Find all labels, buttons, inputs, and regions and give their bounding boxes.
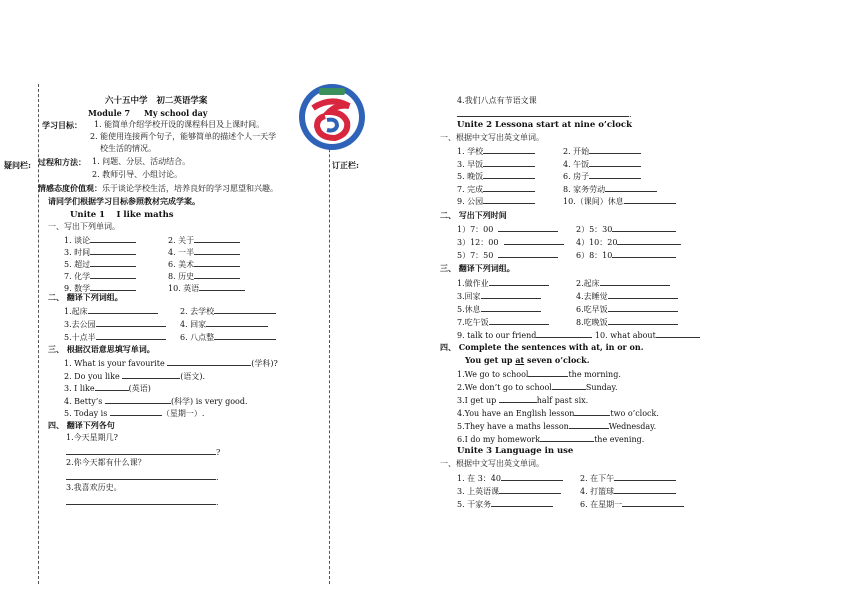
unit2-time-item[interactable]: 3）12：00 — [457, 236, 564, 248]
answer-blank[interactable] — [214, 331, 276, 340]
answer-blank[interactable] — [483, 158, 535, 167]
unit2-complete-item[interactable]: 6.I do my homework the evening. — [457, 435, 645, 444]
unit2-s3-title: 三、 翻译下列词组。 — [440, 263, 515, 273]
answer-blank[interactable] — [589, 170, 641, 179]
answer-blank[interactable] — [194, 246, 240, 255]
answer-blank[interactable] — [624, 195, 676, 204]
unit3-word-item[interactable]: 1. 在 3：40 — [457, 472, 563, 484]
unit2-word-item[interactable]: 8. 家务劳动 — [563, 183, 657, 195]
unit1-word-item[interactable]: 8. 历史 — [168, 270, 240, 282]
unit2-phrase-item[interactable]: 6.吃早饭 — [576, 303, 678, 315]
unit1-phrase-item[interactable]: 5.十点半 — [64, 331, 166, 343]
unit2-complete-item[interactable]: 5.They have a maths lesson Wednesday. — [457, 422, 657, 431]
goal-item-3: 校生活的情况。 — [100, 144, 156, 153]
unit1-s4-title: 四、 翻译下列各句 — [48, 420, 115, 430]
answer-blank[interactable] — [608, 290, 678, 299]
unit1-s1-title: 一、写出下列单词。 — [48, 222, 120, 231]
unit2-s1-title: 一、根据中文写出英文单词。 — [440, 133, 544, 142]
answer-blank[interactable] — [95, 382, 129, 391]
unit1-fill-item[interactable]: 3. I like (英语) — [64, 384, 151, 393]
unit2-phrase-item[interactable]: 7.吃午饭 — [457, 316, 549, 328]
unit2-time-item[interactable]: 6）8：10 — [576, 249, 676, 261]
answer-blank[interactable] — [90, 234, 136, 243]
answer-blank[interactable] — [622, 498, 684, 507]
answer-blank[interactable] — [66, 496, 216, 505]
answer-blank[interactable] — [605, 183, 657, 192]
answer-blank[interactable] — [194, 258, 240, 267]
answer-blank[interactable] — [498, 223, 558, 232]
doc-title: 初二英语学案 — [156, 96, 208, 106]
answer-blank[interactable] — [90, 282, 136, 291]
unit1-title: Unite 1 I like maths — [70, 210, 174, 220]
goal-item-1: 1. 能简单介绍学校开设的课程科目及上课时间。 — [94, 120, 265, 129]
unit1-word-item[interactable]: 6. 美术 — [168, 258, 240, 270]
unit2-phrase-item[interactable]: 2.起床 — [576, 277, 670, 289]
answer-blank[interactable] — [614, 485, 676, 494]
unit2-word-item[interactable]: 2. 开始 — [563, 145, 641, 157]
unit1-word-item[interactable]: 10. 英语 — [168, 282, 245, 294]
answer-blank[interactable] — [214, 305, 276, 314]
unit1-translate-answer[interactable]: . — [66, 471, 219, 483]
q4-answer[interactable]: . — [457, 108, 632, 120]
attitude-label: 情感态度价值观： — [38, 183, 102, 193]
answer-blank[interactable] — [540, 433, 594, 442]
unit1-word-item[interactable]: 5. 超过 — [64, 258, 136, 270]
answer-blank[interactable] — [552, 381, 586, 390]
attitude-text: 乐于谈论学校生活，培养良好的学习愿望和兴趣。 — [102, 184, 278, 193]
unit1-translate-answer[interactable]: ? — [66, 446, 220, 458]
unit2-complete-item[interactable]: 2.We don’t go to school Sunday. — [457, 383, 618, 392]
unit2-complete-item[interactable]: 1.We go to school the morning. — [457, 370, 621, 379]
answer-blank[interactable] — [122, 370, 180, 379]
answer-blank[interactable] — [110, 407, 162, 416]
answer-blank[interactable] — [528, 368, 568, 377]
unit2-word-item[interactable]: 10.（课间）休息 — [563, 195, 676, 207]
answer-blank[interactable] — [489, 277, 549, 286]
unit2-time-item[interactable]: 4）10：20 — [576, 236, 681, 248]
answer-blank[interactable] — [96, 318, 166, 327]
right-side-label: 订正栏: — [332, 160, 359, 170]
answer-blank[interactable] — [504, 236, 564, 245]
unit1-translate-item: 2.你今天都有什么课？ — [66, 458, 146, 467]
answer-blank[interactable] — [491, 498, 553, 507]
unit1-phrase-item[interactable]: 3.去公园 — [64, 318, 166, 330]
unit2-word-item[interactable]: 6. 房子 — [563, 170, 641, 182]
answer-blank[interactable] — [481, 303, 541, 312]
q4-line: 4.我们八点有节语文课 — [457, 96, 537, 105]
unit1-translate-item: 1.今天星期几? — [66, 433, 118, 442]
unit2-word-item[interactable]: 1. 学校 — [457, 145, 535, 157]
answer-blank[interactable] — [489, 316, 549, 325]
answer-blank[interactable] — [206, 318, 268, 327]
unit1-fill-item[interactable]: 2. Do you like (语文). — [64, 371, 206, 381]
answer-blank[interactable] — [105, 395, 171, 404]
module-line — [88, 108, 207, 118]
goal-item-2: 2. 能使用连接两个句子，能够简单的描述个人一天学 — [90, 132, 277, 141]
answer-blank[interactable] — [499, 394, 537, 403]
answer-blank[interactable] — [194, 270, 240, 279]
answer-blank[interactable] — [498, 249, 558, 258]
process-item-2: 2. 教师引导、小组讨论。 — [92, 170, 183, 179]
unit2-s4-title: 四、 Complete the sentences with at, in or on. — [440, 342, 644, 352]
unit1-translate-item: 3.我喜欢历史。 — [66, 483, 122, 492]
unit3-word-item[interactable]: 6. 在星期一 — [580, 498, 684, 510]
answer-blank[interactable] — [608, 316, 678, 325]
unit1-fill-item[interactable]: 4. Betty’s (科学) is very good. — [64, 396, 248, 406]
unit1-translate-answer[interactable]: . — [66, 496, 219, 508]
unit2-title: Unite 2 Lessona start at nine o’clock — [457, 120, 632, 130]
unit1-word-item[interactable]: 4. 一半 — [168, 246, 240, 258]
unit1-phrase-item[interactable]: 4. 回家 — [180, 318, 268, 330]
unit2-phrase-item[interactable]: 4.去睡觉 — [576, 290, 678, 302]
answer-blank[interactable] — [501, 472, 563, 481]
unit1-fill-item[interactable]: 5. Today is （星期一）. — [64, 409, 205, 418]
answer-blank[interactable] — [589, 145, 641, 154]
unit1-phrase-item[interactable]: 2. 去学校 — [180, 305, 276, 317]
answer-blank[interactable] — [617, 236, 681, 245]
goals-label: 学习目标： — [42, 120, 82, 130]
unit1-s3-title: 三、 根据汉语意思填写单词。 — [48, 344, 155, 354]
unit2-complete-item[interactable]: 3.I get up half past six. — [457, 396, 589, 405]
process-label: 过程和方法： — [38, 157, 86, 167]
unit3-word-item[interactable]: 4. 打篮球 — [580, 485, 676, 497]
unit2-word-item[interactable]: 5. 晚饭 — [457, 170, 535, 182]
unit2-time-item[interactable]: 2）5：30 — [576, 223, 676, 235]
unit2-phrase-item[interactable]: 8.吃晚饭 — [576, 316, 678, 328]
left-side-label: 疑问栏: — [4, 160, 31, 170]
answer-blank[interactable] — [483, 195, 535, 204]
unit1-word-item[interactable]: 2. 关于 — [168, 234, 240, 246]
unit2-word-item[interactable]: 7. 完成 — [457, 183, 535, 195]
answer-blank[interactable] — [569, 420, 609, 429]
unit2-phrase-item[interactable]: 5.休息 — [457, 303, 541, 315]
process-item-1: 1. 问题、分层、活动结合。 — [92, 157, 191, 166]
answer-blank[interactable] — [90, 270, 136, 279]
unit1-word-item[interactable]: 3. 时间 — [64, 246, 136, 258]
unit3-word-item[interactable]: 3. 上英语课 — [457, 485, 561, 497]
unit1-word-item[interactable]: 9. 数学 — [64, 282, 136, 294]
answer-blank[interactable] — [167, 357, 251, 366]
unit2-s2-title: 二、 写出下列时间 — [440, 210, 507, 220]
answer-blank[interactable] — [90, 258, 136, 267]
unit2-phrase-item[interactable]: 1.做作业 — [457, 277, 549, 289]
answer-blank[interactable] — [483, 145, 535, 154]
answer-blank[interactable] — [589, 158, 641, 167]
answer-blank[interactable] — [608, 303, 678, 312]
module-number: Module 7 — [88, 108, 131, 118]
unit3-s1-title: 一、根据中文写出英文单词。 — [440, 459, 544, 468]
answer-blank[interactable] — [499, 485, 561, 494]
attitude-line — [38, 183, 278, 194]
module-title: My school day — [144, 108, 208, 118]
unit1-s2-title: 二、 翻译下列词组。 — [48, 292, 123, 302]
answer-blank[interactable] — [612, 249, 676, 258]
school-logo — [297, 82, 367, 152]
answer-blank[interactable] — [574, 407, 610, 416]
unit1-phrase-item[interactable]: 6. 八点整 — [180, 331, 276, 343]
answer-blank[interactable] — [483, 170, 535, 179]
header — [105, 96, 207, 106]
unit1-phrase-item[interactable]: 1.起床 — [64, 305, 158, 317]
unit1-word-item[interactable]: 1. 谈论 — [64, 234, 136, 246]
answer-blank[interactable] — [600, 277, 670, 286]
unit3-word-item[interactable]: 5. 干家务 — [457, 498, 553, 510]
unit2-time-item[interactable]: 1）7：00 — [457, 223, 558, 235]
unit2-word-item[interactable]: 4. 午饭 — [563, 158, 641, 170]
answer-blank[interactable] — [199, 282, 245, 291]
unit2-phrase-item[interactable]: 3.回家 — [457, 290, 541, 302]
answer-blank[interactable] — [194, 234, 240, 243]
unit2-word-item[interactable]: 3. 早饭 — [457, 158, 535, 170]
unit3-word-item[interactable]: 2. 在下午 — [580, 472, 676, 484]
unit2-word-item[interactable]: 9. 公园 — [457, 195, 535, 207]
instruction: 请同学们根据学习目标参照教材完成学案。 — [48, 196, 200, 206]
answer-blank[interactable] — [66, 446, 216, 455]
unit3-title: Unite 3 Language in use — [457, 446, 574, 456]
unit2-complete-item[interactable]: 4.You have an English lesson two o’clock. — [457, 409, 659, 418]
answer-blank[interactable] — [88, 305, 158, 314]
answer-blank[interactable] — [66, 471, 216, 480]
school-name: 六十五中学 — [105, 96, 148, 106]
center-fold-line — [329, 84, 330, 584]
answer-blank[interactable] — [481, 290, 541, 299]
answer-blank[interactable] — [90, 246, 136, 255]
answer-blank[interactable] — [612, 223, 676, 232]
unit1-word-item[interactable]: 7. 化学 — [64, 270, 136, 282]
answer-blank[interactable] — [96, 331, 166, 340]
answer-blank[interactable] — [483, 183, 535, 192]
unit2-s3-last: 9. talk to our friend 10. what about — [457, 329, 700, 341]
unit2-time-item[interactable]: 5）7：50 — [457, 249, 558, 261]
answer-blank[interactable] — [614, 472, 676, 481]
unit2-s4-example: You get up at seven o’clock. — [465, 355, 590, 365]
unit1-fill-item[interactable]: 1. What is your favourite (学科)? — [64, 359, 278, 368]
